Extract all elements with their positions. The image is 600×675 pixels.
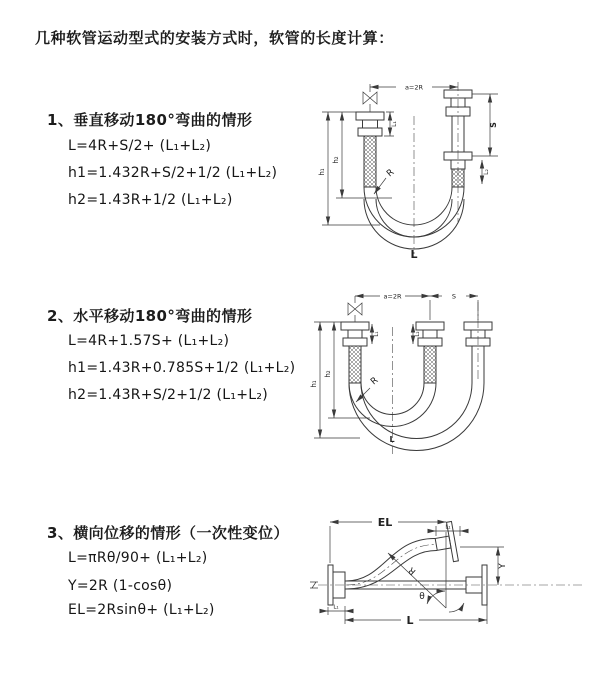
diagram-horizontal-180 [308,282,600,457]
dim-label-l: L [410,248,418,260]
valve-icon [348,296,362,322]
section-2-formula-1: L=4R+1.57S+ (L₁+L₂) [68,333,230,349]
dim-label-l1: L₁ [374,331,380,337]
dim-label-s: S [489,122,498,128]
dim-label-a2r: a=2R [383,292,402,301]
dim-label-h1: h₁ [310,380,318,388]
dim-label-l2: L₂ [483,169,490,175]
dim-label-l1: L₁ [391,121,398,127]
section-1-formula-3: h2=1.43R+1/2 (L₁+L₂) [68,192,233,208]
dim-label-s: S [451,292,457,301]
dim-label-l1-top: L₁ [445,524,451,531]
section-3-formula-3: EL=2Rsinθ+ (L₁+L₂) [68,602,215,618]
dim-label-el: EL [377,516,393,529]
dim-label-r: R [406,564,419,577]
braided-hose [349,346,361,383]
dim-label-l: L [406,614,414,627]
break-mark [310,582,318,588]
section-2-heading: 2、水平移动180°弯曲的情形 [47,307,253,325]
section-3-formula-1: L=πRθ/90+ (L₁+L₂) [68,550,208,566]
dim-label-l1-bottom: L₁ [333,604,339,611]
dim-label-h2: h₂ [324,370,332,378]
dim-label-theta: θ [419,592,425,602]
left-hose-end [341,322,369,383]
angle-arc [449,603,464,612]
braided-hose [364,136,376,187]
section-2-formula-3: h2=1.43R+S/2+1/2 (L₁+L₂) [68,387,269,403]
dim-label-h2: h₂ [332,156,340,164]
dim-label-l2: L₂ [415,331,421,337]
diagram-lateral-displacement [300,505,600,655]
valve-icon [363,84,377,112]
section-2-formula-2: h1=1.43R+0.785S+1/2 (L₁+L₂) [68,360,296,376]
braided-hose [452,169,464,187]
section-3-formula-2: Y=2R (1-cosθ) [68,578,173,594]
dim-label-l: L [389,435,395,444]
section-1-formula-2: h1=1.432R+S/2+1/2 (L₁+L₂) [68,165,278,181]
section-1-heading: 1、垂直移动180°弯曲的情形 [47,111,253,129]
dim-label-y: Y [498,563,508,569]
middle-hose-end [416,322,444,383]
left-hose-end [356,112,384,187]
page-title: 几种软管运动型式的安装方式时，软管的长度计算： [35,29,394,47]
dim-label-a2r: a=2R [404,83,424,92]
section-1-formula-1: L=4R+S/2+ (L₁+L₂) [68,138,212,154]
diagram-vertical-180 [312,72,600,260]
braided-hose [424,346,436,383]
dim-label-h1: h₁ [318,168,326,176]
section-3-heading: 3、横向位移的情形（一次性变位） [47,524,289,542]
hose-bend [349,383,484,451]
dim-label-r: R [385,167,397,180]
dim-label-r: R [369,375,381,388]
